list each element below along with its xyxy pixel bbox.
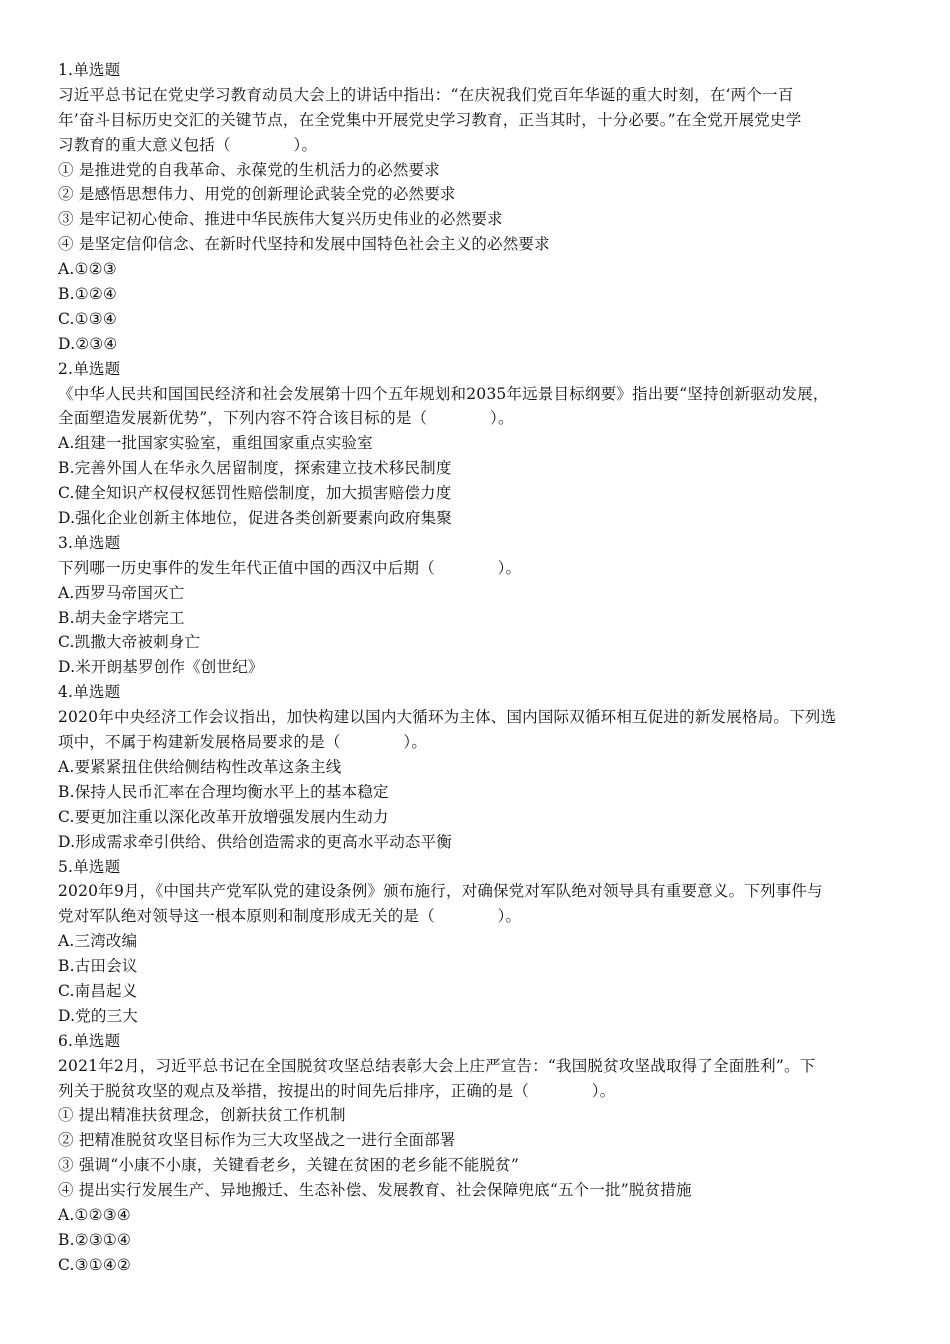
statement-item: ④ 是坚定信仰信念、在新时代坚持和发展中国特色社会主义的必然要求 — [58, 235, 550, 254]
answer-option-c[interactable]: C.健全知识产权侵权惩罚性赔偿制度，加大损害赔偿力度 — [58, 484, 452, 503]
question-stem-line: 2020年中央经济工作会议指出，加快构建以国内大循环为主体、国内国际双循环相互促进的新发展格局。下列选 — [58, 708, 837, 727]
answer-option-c[interactable]: C.凯撒大帝被刺身亡 — [58, 633, 201, 652]
statement-item: ② 是感悟思想伟力、用党的创新理论武装全党的必然要求 — [58, 185, 456, 204]
answer-option-b[interactable]: B.完善外国人在华永久居留制度，探索建立技术移民制度 — [58, 459, 452, 478]
question-type-label: 1.单选题 — [58, 61, 121, 79]
answer-option-d[interactable]: D.米开朗基罗创作《创世纪》 — [58, 658, 264, 677]
question-3 — [58, 531, 888, 680]
answer-option-d[interactable]: D.形成需求牵引供给、供给创造需求的更高水平动态平衡 — [58, 832, 453, 851]
answer-option-d[interactable]: D.②③④ — [58, 334, 118, 353]
answer-option-b[interactable]: B.②③①④ — [58, 1230, 132, 1249]
question-stem-line: 列关于脱贫攻坚的观点及举措，按提出的时间先后排序，正确的是（ ）。 — [58, 1081, 616, 1100]
answer-option-c[interactable]: C.南昌起义 — [58, 981, 138, 1000]
answer-option-b[interactable]: B.古田会议 — [58, 957, 138, 976]
question-1 — [58, 58, 888, 357]
question-type-label: 2.单选题 — [58, 359, 121, 378]
question-stem-line: 2021年2月，习近平总书记在全国脱贫攻坚总结表彰大会上庄严宣告：“我国脱贫攻坚战取得了全面胜利”。下 — [58, 1056, 816, 1075]
question-type-label: 4.单选题 — [58, 683, 121, 702]
question-type-label: 6.单选题 — [58, 1031, 121, 1050]
statement-item: ② 把精准脱贫攻坚目标作为三大攻坚战之一进行全面部署 — [58, 1131, 456, 1150]
answer-option-d[interactable]: D.党的三大 — [58, 1006, 139, 1025]
question-type-label: 5.单选题 — [58, 857, 121, 876]
answer-option-a[interactable]: A.组建一批国家实验室，重组国家重点实验室 — [58, 434, 373, 453]
answer-option-b[interactable]: B.胡夫金字塔完工 — [58, 608, 185, 627]
question-4 — [58, 680, 888, 854]
question-stem-line: 全面塑造发展新优势”，下列内容不符合该目标的是（ ）。 — [58, 409, 514, 428]
question-stem-line: 项中，不属于构建新发展格局要求的是（ ）。 — [58, 733, 428, 752]
answer-option-a[interactable]: A.要紧紧扭住供给侧结构性改革这条主线 — [58, 757, 342, 776]
question-2 — [58, 357, 888, 531]
exam-page — [58, 58, 888, 1278]
answer-option-c[interactable]: C.要更加注重以深化改革开放增强发展内生动力 — [58, 807, 389, 826]
statement-item: ④ 提出实行发展生产、异地搬迁、生态补偿、发展教育、社会保障兜底“五个一批”脱贫措施 — [58, 1181, 692, 1200]
answer-option-b[interactable]: B.保持人民币汇率在合理均衡水平上的基本稳定 — [58, 782, 389, 801]
statement-item: ③ 是牢记初心使命、推进中华民族伟大复兴历史伟业的必然要求 — [58, 210, 503, 229]
question-6 — [58, 1029, 888, 1278]
answer-option-a[interactable]: A.三湾改编 — [58, 932, 138, 951]
question-5 — [58, 855, 888, 1029]
answer-option-c[interactable]: C.③①④② — [58, 1255, 132, 1274]
question-stem-line: 2020年9月，《中国共产党军队党的建设条例》颁布施行，对确保党对军队绝对领导具有重要意义。下列事件与 — [58, 882, 823, 901]
answer-option-d[interactable]: D.强化企业创新主体地位，促进各类创新要素向政府集聚 — [58, 509, 453, 528]
statement-item: ① 是推进党的自我革命、永葆党的生机活力的必然要求 — [58, 160, 440, 179]
answer-option-c[interactable]: C.①③④ — [58, 309, 117, 328]
question-stem-line: 党对军队绝对领导这一根本原则和制度形成无关的是（ ）。 — [58, 907, 522, 926]
question-type-label: 3.单选题 — [58, 533, 121, 552]
answer-option-a[interactable]: A.①②③ — [58, 260, 117, 279]
question-stem-line: 《中华人民共和国国民经济和社会发展第十四个五年规划和2035年远景目标纲要》指出要“坚持创新驱动发展， — [58, 384, 829, 403]
answer-option-a[interactable]: A.西罗马帝国灭亡 — [58, 583, 185, 602]
answer-option-b[interactable]: B.①②④ — [58, 285, 118, 304]
statement-item: ③ 强调“小康不小康，关键看老乡，关键在贫困的老乡能不能脱贫” — [58, 1156, 519, 1175]
question-stem-line: 习近平总书记在党史学习教育动员大会上的讲话中指出：“在庆祝我们党百年华诞的重大时刻，在‘两个一百 — [58, 85, 794, 104]
question-stem-line: 年’奋斗目标历史交汇的关键节点，在全党集中开展党史学习教育，正当其时，十分必要。”在全党开展党史学 — [58, 110, 802, 129]
question-stem-line: 习教育的重大意义包括（ ）。 — [58, 135, 318, 154]
question-stem-line: 下列哪一历史事件的发生年代正值中国的西汉中后期（ ）。 — [58, 558, 522, 577]
answer-option-a[interactable]: A.①②③④ — [58, 1205, 131, 1224]
statement-item: ① 提出精准扶贫理念，创新扶贫工作机制 — [58, 1106, 346, 1125]
